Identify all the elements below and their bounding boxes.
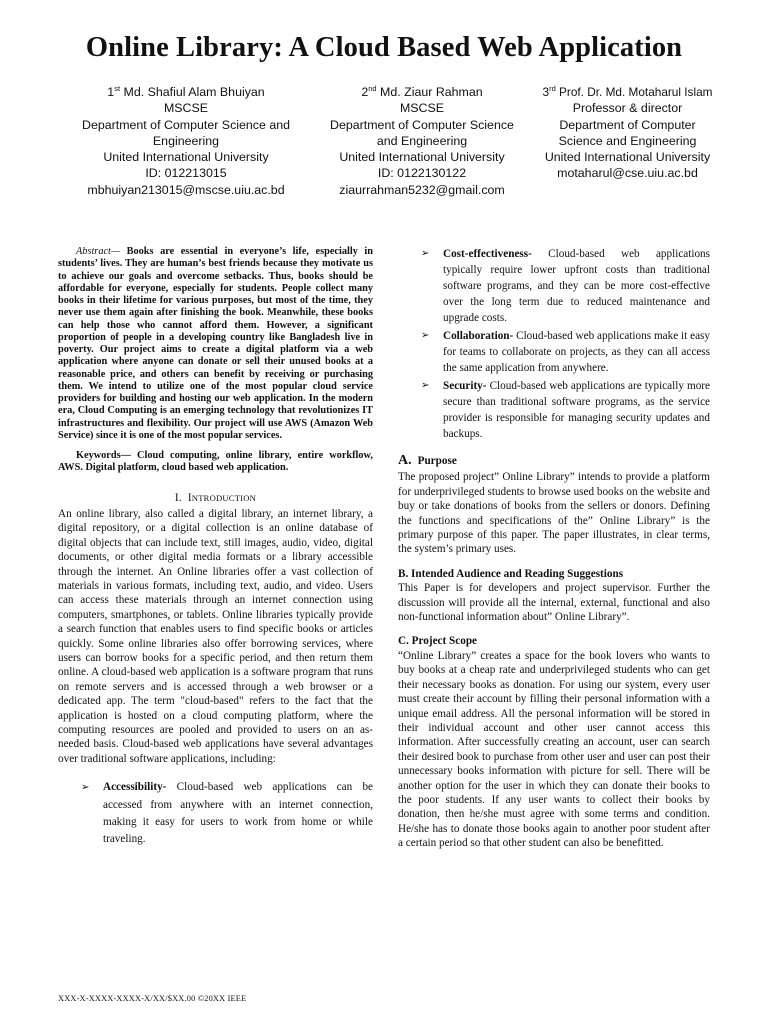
- right-column: [398, 246, 710, 851]
- advantage-text: Cloud-based web applications can be accessed from anywhere with an internet connection, making it easy for users to work from home or while traveling.: [103, 781, 373, 846]
- list-item: [398, 246, 710, 326]
- author-department-cont: Science and Engineering: [558, 133, 697, 148]
- paper-title: Online Library: A Cloud Based Web Application: [85, 32, 683, 63]
- advantage-text: Cloud-based web applications make it easy for teams to collaborate on projects, as they can all access the same application from anywhere.: [443, 330, 711, 374]
- arrow-bullet-icon: ➢: [421, 380, 430, 391]
- abstract-label: Abstract—: [76, 246, 121, 257]
- advantages-list-left: [58, 779, 373, 848]
- arrow-bullet-icon: ➢: [421, 330, 430, 341]
- scope-paragraph: “Online Library” creates a space for the book lovers who wants to buy books at a cheap rate and underprivileged students who can get their necessary books as donation. For using our system, every user must create their account by filling their personal information with a unique email address. All the personal information will be stored in their individual account and other user cannot access this information. After successfully creating an account, user can search their desired book to purchase from other user and user can post their unnecessary books information with picture for sell. There will be another option for the user in which they can donate their books to the poor students. If any user wants to collect their books by donation, then he/she must agree with some terms and condition. He/she has to donate those books again to another poor student after a certain period so that other student can also be benefitted.: [398, 649, 710, 850]
- author-department-cont: and Engineering: [376, 133, 468, 148]
- author-department: Department of Computer: [559, 117, 696, 132]
- author-university: United International University: [339, 150, 505, 165]
- author-email: motaharul@cse.uiu.ac.bd: [557, 166, 698, 181]
- page-footer: XXX-X-XXXX-XXXX-X/XX/$XX.00 ©20XX IEEE: [58, 994, 247, 1003]
- author-name-line: 2nd Md. Ziaur Rahman: [361, 84, 483, 99]
- advantage-term: Accessibility-: [103, 781, 167, 794]
- author-department: Department of Computer Science and: [82, 117, 290, 132]
- introduction-paragraph: An online library, also called a digital library, an internet library, a digital repository, or a digital collection is an online database of digital objects that can include text, still images, audio, video, digital documents, or other digital media formats or a library accessible through the internet. An Online libraries offer a vast collection of materials in various formats, including text, audio, and video. Users can access these materials through an internet connection using computers, smartphones, or tablets. Online libraries typically provide a search function that enables users to find specific books or articles quickly. Some online libraries also offer borrowing services, where users can borrow books for a specific period, and then return them online. A cloud-based web application is a software program that runs on remote servers and is accessed through a web browser or a dedicated app. The term "cloud-based" refers to the fact that the application is hosted on a cloud computing platform, where the computing resources are pooled and provided to users on an as-needed basis. Cloud-based web applications have several advantages over traditional software applications, including:: [58, 507, 373, 765]
- author-name: Prof. Dr. Md. Motaharul Islam: [559, 85, 713, 99]
- author-id: ID: 012213015: [145, 166, 227, 181]
- keywords: [58, 450, 373, 475]
- abstract: [58, 246, 373, 442]
- author-department: Department of Computer Science: [330, 117, 514, 132]
- purpose-heading: A. Purpose: [398, 453, 457, 468]
- author-degree: MSCSE: [163, 101, 209, 116]
- author-title: Professor & director: [572, 101, 683, 116]
- keywords-label: Keywords—: [76, 450, 131, 461]
- author-department-cont: Engineering: [152, 133, 220, 148]
- author-name-line: 1st Md. Shafiul Alam Bhuiyan: [107, 84, 265, 99]
- advantage-term: Collaboration-: [443, 330, 514, 342]
- author-block-1: [60, 84, 312, 198]
- left-column: [58, 246, 373, 848]
- author-university: United International University: [544, 150, 711, 165]
- author-id: ID: 0122130122: [377, 166, 467, 181]
- author-block-2: [322, 84, 522, 198]
- abstract-text: Books are essential in everyone’s life, especially in students’ lives. They are human’s best friends because they motivate us to achieve our goals and overcome setbacks. Thus, books should be affordable for everyone, especially for students. People collect many books in their lifetime for various purposes, but most of the time, they never use them again after finishing the book. Meanwhile, these books can help those who cannot afford them. However, a significant proportion of people in a developing country like Bangladesh live in poverty. Our project aims to create a digital platform via a web application where anyone can donate or sell their unused books at a reasonable price, and others can benefit by receiving or purchasing them. We intend to utilize one of the most popular cloud service providers for building and hosting our web application. In the modern era, Cloud Computing is an emerging technology that revolutionizes IT infrastructures and flexibility. Our project will use AWS (Amazon Web Service) since it is one of the most popular services.: [58, 246, 373, 441]
- advantage-term: Cost-effectiveness-: [443, 248, 532, 260]
- arrow-bullet-icon: ➢: [81, 782, 90, 794]
- advantage-text: Cloud-based web applications are typically more secure than traditional software programs, as the service provider is responsible for managing security updates and backups.: [443, 380, 710, 440]
- author-name: Md. Shafiul Alam Bhuiyan: [123, 85, 265, 99]
- author-block-3: [535, 84, 720, 182]
- purpose-paragraph: The proposed project” Online Library” intends to provide a platform for underprivileged students to browse used books on the website and buy or take donations of books from the sellers or donors. Defining the functions and specifications of the” Online Library” is the primary purpose of this paper. The paper illustrates, in clear terms, the system’s primary uses.: [398, 471, 710, 556]
- author-university: United International University: [103, 150, 269, 165]
- advantages-list-right: [398, 246, 710, 442]
- list-item: [58, 779, 373, 848]
- audience-heading: B. Intended Audience and Reading Suggestions: [398, 567, 624, 580]
- author-name: Md. Ziaur Rahman: [380, 85, 483, 99]
- keywords-text: Cloud computing, online library, entire workflow, AWS. Digital platform, cloud based web application.: [58, 450, 373, 474]
- list-item: [398, 378, 710, 442]
- author-email: mbhuiyan213015@mscse.uiu.ac.bd: [87, 182, 285, 197]
- author-degree: MSCSE: [399, 101, 445, 116]
- author-name-line: 3rd Prof. Dr. Md. Motaharul Islam: [542, 84, 713, 99]
- author-email: ziaurrahman5232@gmail.com: [339, 182, 505, 197]
- scope-heading: C. Project Scope: [398, 635, 478, 648]
- advantage-text: Cloud-based web applications typically require lower upfront costs than traditional software programs, and they can be more cost-effective over the long term due to reduced maintenance and upgrade costs.: [443, 248, 711, 324]
- list-item: [398, 328, 710, 376]
- arrow-bullet-icon: ➢: [421, 248, 430, 259]
- introduction-heading: I. INTRODUCTION: [174, 491, 257, 504]
- audience-paragraph: This Paper is for developers and project supervisor. Further the discussion will provide all the internal, external, functional and also non-functional information about” Online Library”.: [398, 582, 710, 624]
- advantage-term: Security-: [443, 380, 487, 392]
